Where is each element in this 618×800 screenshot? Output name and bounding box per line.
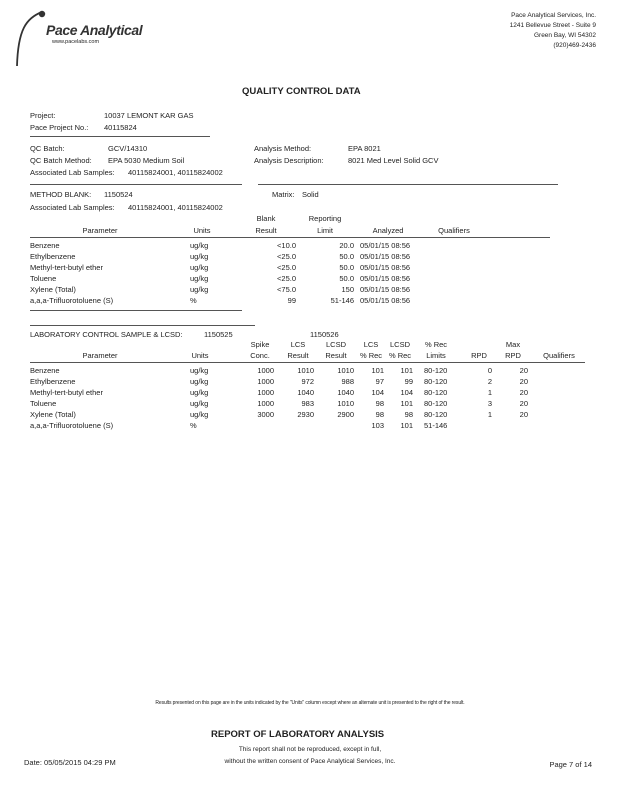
pace-project-label: Pace Project No.: — [30, 123, 89, 132]
qc-batch-method-label: QC Batch Method: — [30, 156, 92, 165]
mb-cell-parameter: Ethylbenzene — [30, 252, 76, 261]
lcs-cell-lcsdrec: 104 — [400, 388, 413, 397]
lcs-cell-lcsrec: 101 — [371, 366, 384, 375]
report-date: Date: 05/05/2015 04:29 PM — [24, 758, 116, 767]
associated-samples-label: Associated Lab Samples: — [30, 168, 115, 177]
lcs-cell-lcsdrec: 101 — [400, 366, 413, 375]
mb-cell-limit: 50.0 — [339, 274, 354, 283]
lcs-cell-limits: 80-120 — [424, 410, 448, 419]
lcs-header-limits: Limits — [426, 351, 446, 360]
reproduction-notice-line1: This report shall not be reproduced, except in full, — [238, 746, 382, 753]
lcs-cell-lcsd: 2900 — [337, 410, 354, 419]
mb-cell-parameter: Xylene (Total) — [30, 285, 76, 294]
mb-cell-units: ug/kg — [190, 241, 209, 250]
lcs-header-lcs: LCS — [290, 340, 306, 349]
lcs-cell-lcsrec: 98 — [375, 399, 384, 408]
lcs-cell-maxrpd: 20 — [519, 388, 528, 397]
analysis-description-value: 8021 Med Level Solid GCV — [348, 156, 439, 165]
lcs-cell-units: % — [190, 421, 197, 430]
lcs-header-lcs-rec: LCS — [363, 340, 379, 349]
mb-header-result: Result — [255, 226, 277, 235]
method-blank-label: METHOD BLANK: — [30, 190, 92, 199]
mb-cell-units: ug/kg — [190, 263, 209, 272]
lcs-header-conc: Conc. — [250, 351, 270, 360]
lcs-cell-parameter: Toluene — [30, 399, 57, 408]
mb-cell-limit: 20.0 — [339, 241, 354, 250]
divider — [258, 184, 558, 185]
lcs-cell-lcsrec: 98 — [375, 410, 384, 419]
mb-cell-limit: 50.0 — [339, 263, 354, 272]
lcs-label: LABORATORY CONTROL SAMPLE & LCSD: — [30, 330, 183, 339]
analysis-method-label: Analysis Method: — [254, 144, 312, 153]
lcs-cell-spike: 1000 — [257, 366, 274, 375]
mb-cell-units: % — [190, 296, 197, 305]
lcs-cell-lcsrec: 104 — [371, 388, 384, 397]
lcs-cell-lcsrec: 97 — [375, 377, 384, 386]
divider — [30, 184, 242, 185]
mb-cell-parameter: a,a,a-Trifluorotoluene (S) — [30, 296, 114, 305]
lcs-cell-parameter: Benzene — [30, 366, 60, 375]
mb-cell-result: <75.0 — [277, 285, 296, 294]
lcs-cell-limits: 80-120 — [424, 366, 448, 375]
company-address-line1: 1241 Bellevue Street - Suite 9 — [509, 22, 596, 29]
lcs-cell-spike: 1000 — [257, 377, 274, 386]
method-blank-id: 1150524 — [104, 190, 133, 199]
matrix-value: Solid — [302, 190, 319, 199]
mb-cell-analyzed: 05/01/15 08:56 — [360, 263, 411, 272]
lcs-cell-lcs: 1010 — [297, 366, 314, 375]
lcs-header-lcsd-rec2: % Rec — [388, 351, 412, 360]
lcsd-id: 1150526 — [310, 330, 339, 339]
lcs-header-max: Max — [505, 340, 521, 349]
lcs-cell-limits: 80-120 — [424, 388, 448, 397]
units-footnote: Results presented on this page are in the units indicated by the "Units" column except where an alternate unit is presented to the right of the result. — [155, 700, 465, 706]
lcs-header-qualifiers: Qualifiers — [543, 351, 575, 360]
lcs-cell-units: ug/kg — [190, 388, 209, 397]
lcs-cell-parameter: Xylene (Total) — [30, 410, 76, 419]
lcs-cell-lcs: 983 — [301, 399, 314, 408]
lcs-cell-rpd: 1 — [487, 388, 492, 397]
mb-header-limit: Limit — [317, 226, 333, 235]
qc-batch-method-value: EPA 5030 Medium Soil — [108, 156, 185, 165]
lcs-cell-units: ug/kg — [190, 377, 209, 386]
mb-header-reporting: Reporting — [308, 214, 342, 223]
lcs-cell-parameter: Ethylbenzene — [30, 377, 76, 386]
mb-cell-analyzed: 05/01/15 08:56 — [360, 274, 411, 283]
lcs-cell-rpd: 0 — [487, 366, 492, 375]
logo-text: Pace Analytical — [46, 22, 143, 38]
mb-cell-analyzed: 05/01/15 08:56 — [360, 252, 411, 261]
lcs-cell-lcsd: 1010 — [337, 399, 354, 408]
divider — [30, 310, 242, 311]
lcs-cell-lcsd: 988 — [341, 377, 354, 386]
lcs-cell-lcsd: 1010 — [337, 366, 354, 375]
pace-logo-swoosh-icon — [12, 8, 52, 68]
project-label: Project: — [30, 111, 56, 120]
lcs-cell-lcsdrec: 99 — [404, 377, 413, 386]
mb-cell-limit: 150 — [341, 285, 354, 294]
lcs-header-parameter: Parameter — [82, 351, 118, 360]
lcs-cell-lcs: 2930 — [297, 410, 314, 419]
lcs-cell-rpd: 3 — [487, 399, 492, 408]
associated-samples-value: 40115824001, 40115824002 — [128, 168, 223, 177]
divider — [30, 325, 255, 326]
lcs-cell-maxrpd: 20 — [519, 366, 528, 375]
lcs-cell-maxrpd: 20 — [519, 377, 528, 386]
lcs-header-rpd: RPD — [471, 351, 487, 360]
lcs-cell-spike: 1000 — [257, 399, 274, 408]
mb-cell-parameter: Methyl-tert-butyl ether — [30, 263, 103, 272]
mb-header-parameter: Parameter — [82, 226, 118, 235]
company-address-line2: Green Bay, WI 54302 — [533, 32, 596, 39]
lcs-cell-rpd: 1 — [487, 410, 492, 419]
mb-cell-result: <25.0 — [277, 263, 296, 272]
lcs-header-max-rpd: RPD — [505, 351, 521, 360]
lcs-header-spike: Spike — [250, 340, 270, 349]
logo-website: www.pacelabs.com — [52, 39, 100, 45]
mb-cell-units: ug/kg — [190, 252, 209, 261]
divider — [30, 362, 585, 363]
mb-cell-result: 99 — [287, 296, 296, 305]
mb-cell-limit: 50.0 — [339, 252, 354, 261]
lcs-cell-lcs: 972 — [301, 377, 314, 386]
lcs-header-rec-limits: % Rec — [424, 340, 448, 349]
lcs-cell-limits: 80-120 — [424, 377, 448, 386]
lcs-cell-parameter: Methyl-tert-butyl ether — [30, 388, 103, 397]
lcs-cell-rpd: 2 — [487, 377, 492, 386]
company-phone: (920)469-2436 — [553, 42, 596, 49]
analysis-method-value: EPA 8021 — [348, 144, 381, 153]
mb-cell-parameter: Benzene — [30, 241, 60, 250]
lcs-header-lcsd-rec: LCSD — [389, 340, 410, 349]
lcs-cell-units: ug/kg — [190, 366, 209, 375]
mb-cell-analyzed: 05/01/15 08:56 — [360, 285, 411, 294]
qc-batch-label: QC Batch: — [30, 144, 65, 153]
divider — [30, 136, 210, 137]
lcs-cell-lcsdrec: 101 — [400, 399, 413, 408]
mb-cell-limit: 51-146 — [330, 296, 354, 305]
qc-batch-value: GCV/14310 — [108, 144, 148, 153]
lcs-cell-lcsd: 1040 — [337, 388, 354, 397]
mb-header-analyzed: Analyzed — [372, 226, 404, 235]
mb-header-blank: Blank — [256, 214, 276, 223]
mb-cell-units: ug/kg — [190, 285, 209, 294]
mb-cell-analyzed: 05/01/15 08:56 — [360, 296, 411, 305]
lcs-cell-lcs: 1040 — [297, 388, 314, 397]
divider — [30, 237, 550, 238]
lcs-cell-lcsrec: 103 — [371, 421, 384, 430]
lcs-cell-units: ug/kg — [190, 410, 209, 419]
page-title: QUALITY CONTROL DATA — [242, 86, 361, 97]
lcs-cell-lcsdrec: 98 — [404, 410, 413, 419]
lcs-id: 1150525 — [204, 330, 233, 339]
mb-cell-result: <25.0 — [277, 252, 296, 261]
lcs-cell-maxrpd: 20 — [519, 410, 528, 419]
lcs-header-units: Units — [191, 351, 209, 360]
mb-cell-result: <25.0 — [277, 274, 296, 283]
lcs-cell-maxrpd: 20 — [519, 399, 528, 408]
mb-header-qualifiers: Qualifiers — [438, 226, 470, 235]
lcs-cell-limits: 80-120 — [424, 399, 448, 408]
lcs-header-lcsd: LCSD — [325, 340, 346, 349]
mb-header-units: Units — [193, 226, 211, 235]
mb-associated-samples-value: 40115824001, 40115824002 — [128, 203, 223, 212]
reproduction-notice-line2: without the written consent of Pace Analytical Services, Inc. — [224, 758, 396, 765]
page-number: Page 7 of 14 — [549, 760, 592, 769]
mb-cell-units: ug/kg — [190, 274, 209, 283]
lcs-cell-limits: 51-146 — [424, 421, 448, 430]
matrix-label: Matrix: — [272, 190, 295, 199]
lcs-header-lcs-rec2: % Rec — [359, 351, 383, 360]
lcs-cell-lcsdrec: 101 — [400, 421, 413, 430]
mb-cell-parameter: Toluene — [30, 274, 57, 283]
analysis-description-label: Analysis Description: — [254, 156, 324, 165]
pace-project-value: 40115824 — [104, 123, 137, 132]
lcs-cell-units: ug/kg — [190, 399, 209, 408]
company-name: Pace Analytical Services, Inc. — [511, 12, 596, 19]
lcs-cell-parameter: a,a,a-Trifluorotoluene (S) — [30, 421, 114, 430]
report-title: REPORT OF LABORATORY ANALYSIS — [211, 729, 385, 740]
mb-associated-samples-label: Associated Lab Samples: — [30, 203, 115, 212]
lcs-cell-spike: 1000 — [257, 388, 274, 397]
lcs-header-lcsd-result: Result — [325, 351, 347, 360]
lcs-header-lcs-result: Result — [287, 351, 309, 360]
mb-cell-analyzed: 05/01/15 08:56 — [360, 241, 411, 250]
lcs-cell-spike: 3000 — [257, 410, 274, 419]
project-value: 10037 LEMONT KAR GAS — [104, 111, 194, 120]
mb-cell-result: <10.0 — [277, 241, 296, 250]
